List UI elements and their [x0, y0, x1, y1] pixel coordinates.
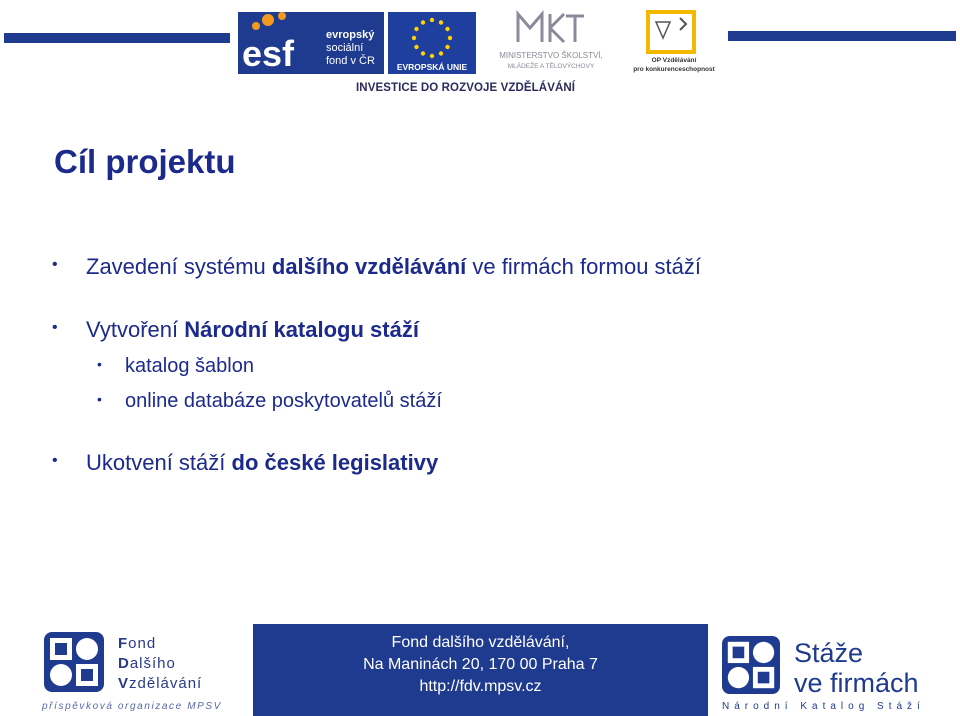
esf-logo [238, 12, 384, 74]
bullet-icon: • [97, 356, 102, 372]
header-divider-left [4, 33, 230, 43]
address-box [253, 624, 708, 716]
svg-text:OP Vzdělávání: OP Vzdělávání [651, 57, 697, 64]
address-line-2: Na Maninách 20, 170 00 Praha 7 [363, 656, 598, 673]
slide-title: Cíl projektu [54, 143, 236, 180]
bullet-item: • Vytvoření Národní katalogu stáží [52, 317, 419, 342]
msmt-logo [480, 8, 622, 76]
bullet-icon: • [52, 256, 58, 273]
esf-mark: esf [242, 33, 295, 74]
staze-logo-icon [722, 636, 780, 694]
eu-flag-logo [388, 12, 476, 74]
svg-text:pro konkurenceschopnost: pro konkurenceschopnost [633, 66, 715, 73]
staze-logo-text: Stáže ve firmách [794, 638, 919, 698]
footer [0, 624, 960, 716]
header-slogan: INVESTICE DO ROZVOJE VZDĚLÁVÁNÍ [356, 82, 576, 94]
staze-subtitle: Národní Katalog Stáží [722, 701, 925, 712]
bullet-icon: • [52, 452, 58, 469]
opvk-logo [626, 8, 722, 76]
logo-strip [0, 0, 960, 100]
bullet-item: • Zavedení systému dalšího vzdělávání ve firmách formou stáží [52, 254, 702, 279]
svg-text:MLÁDEŽE A TĚLOVÝCHOVY: MLÁDEŽE A TĚLOVÝCHOVY [507, 63, 595, 70]
svg-text:sociální: sociální [326, 42, 364, 54]
svg-text:MINISTERSTVO ŠKOLSTVÍ,: MINISTERSTVO ŠKOLSTVÍ, [499, 51, 603, 60]
sub-bullet-item: • katalog šablon [97, 355, 254, 377]
bullet-icon: • [52, 319, 58, 336]
website-link[interactable]: http://fdv.mpsv.cz [419, 678, 542, 695]
sub-bullet-item: • online databáze poskytovatelů stáží [97, 390, 442, 412]
header-divider-right [728, 31, 956, 41]
fdv-subtitle: příspěvková organizace MPSV [42, 701, 222, 712]
address-line-1: Fond dalšího vzdělávání, [391, 634, 570, 651]
svg-text:EVROPSKÁ UNIE: EVROPSKÁ UNIE [396, 62, 468, 72]
fdv-logo-icon [44, 632, 104, 692]
fdv-logo-text: Fond Dalšího Vzdělávání [118, 635, 203, 692]
svg-text:evropský: evropský [326, 29, 375, 41]
bullet-icon: • [97, 391, 102, 407]
bullet-item: • Ukotvení stáží do české legislativy [52, 450, 439, 475]
svg-text:fond v ČR: fond v ČR [326, 55, 375, 67]
